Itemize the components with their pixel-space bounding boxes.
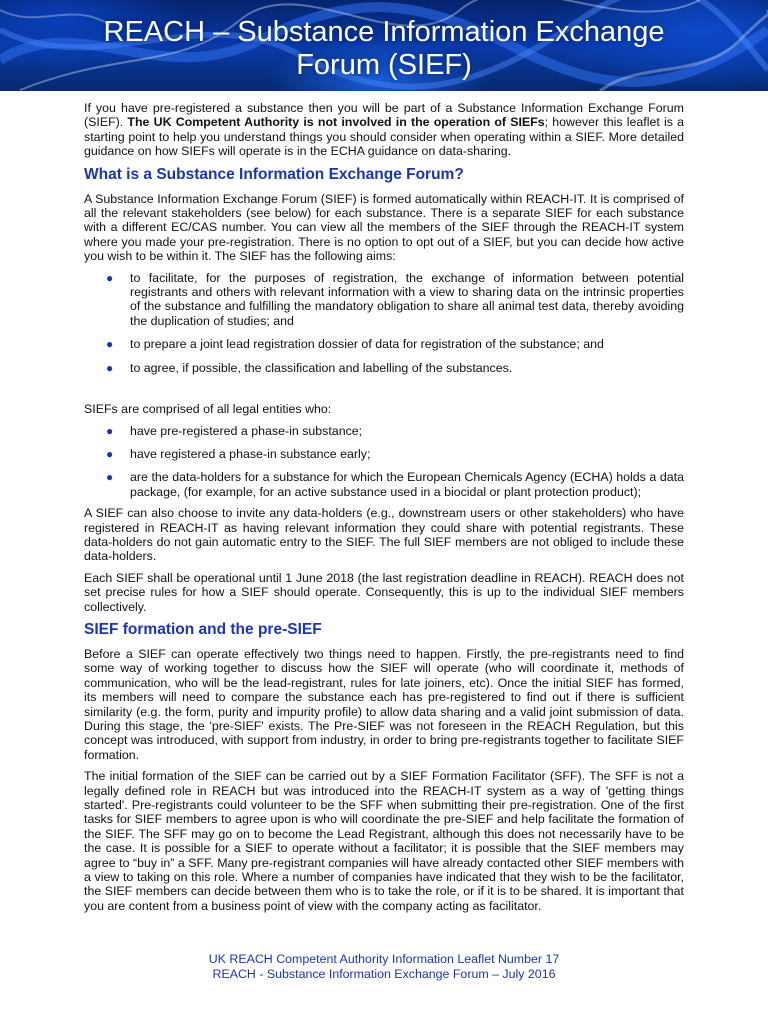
list-item	[84, 271, 684, 329]
footer-line-2: REACH - Substance Information Exchange Forum – July 2016	[212, 967, 556, 981]
intro-bold-text: The UK Competent Authority is not involved in the operation of SIEFs	[127, 115, 545, 130]
title-line-1: REACH – Substance Information Exchange	[103, 16, 665, 48]
sief-members-list	[84, 424, 684, 500]
list-item	[84, 447, 684, 461]
list-item-text: are the data-holders for a substance for which the European Chemicals Agency (ECHA) holds a data package, (for example, for an active substance used in a biocidal or plant protection product);	[130, 470, 684, 499]
intro-text: If you have pre-registered a substance then you will be part of a Substance Information Exchange Forum (SIEF).	[84, 101, 684, 130]
title-line-2: Forum (SIEF)	[296, 49, 472, 81]
bullet-icon: ●	[106, 446, 114, 461]
sief-aims-list	[84, 271, 684, 375]
intro-paragraph	[84, 101, 684, 159]
operational-paragraph: Each SIEF shall be operational until 1 June 2018 (the last registration deadline in REACH). REACH does not set precise rules for how a SIEF should operate. Consequently, this is up to the individual SIEF members collectively.	[84, 570, 684, 614]
bullet-icon: ●	[106, 360, 114, 375]
data-holders-paragraph: A SIEF can also choose to invite any data-holders (e.g., downstream users or other stakeholders) who have registered in REACH-IT as having relevant information they could share with potential registrants. These data-holders do not gain automatic entry to the SIEF. The full SIEF members are not obliged to include these data-holders.	[84, 506, 684, 564]
bullet-icon: ●	[106, 423, 114, 438]
list-item-text: have pre-registered a phase-in substance;	[130, 423, 363, 438]
footer-line-1: UK REACH Competent Authority Information Leaflet Number 17	[208, 952, 560, 966]
sief-description-paragraph: A Substance Information Exchange Forum (SIEF) is formed automatically within REACH-IT. It is comprised of all the relevant stakeholders (see below) for each substance. There is a separate SIEF for each substance with a different EC/CAS number. You can view all the members of the SIEF through the REACH-IT system where you made your pre-registration. There is no option to opt out of a SIEF, but you can decide how active you wish to be within it. The SIEF has the following aims:	[84, 191, 684, 264]
bullet-icon: ●	[106, 470, 114, 485]
formation-paragraph-2: The initial formation of the SIEF can be carried out by a SIEF Formation Facilitator (SFF). The SFF is not a legally defined role in REACH but was introduced into the REACH-IT system as a way of 'getting things started'. Pre-registrants could volunteer to be the SFF when submitting their pre-registration. One of the first tasks for SIEF members to agree upon is who will coordinate the pre-SIEF and help facilitate the formation of the SIEF. The SFF may go on to become the Lead Registrant, although this does not necessarily have to be the case. It is possible for a SIEF to operate without a facilitator; it is possible that the SIEF members may agree to “buy in” a SFF. Many pre-registrant companies will have already contacted other SIEF members with a view to taking on this role. Where a number of companies have indicated that they wish to be the facilitator, the SIEF members can decide between them who is to take the role, or if it is to be shared. It is important that you are content from a business point of view with the company acting as facilitator.	[84, 769, 684, 913]
spacer	[84, 384, 684, 402]
page-title	[0, 16, 768, 82]
list-item-text: to prepare a joint lead registration dossier of data for registration of the substance; and	[130, 337, 604, 352]
list-item	[84, 337, 684, 351]
bullet-icon: ●	[106, 337, 114, 352]
bullet-icon: ●	[106, 270, 114, 285]
list-item	[84, 470, 684, 499]
list-item-text: to facilitate, for the purposes of registration, the exchange of information between potential registrants and others with relevant information with a view to sharing data on the intrinsic properties of the substance and fulfilling the mandatory obligation to share all animal test data, thereby avoiding the duplication of studies; and	[130, 270, 684, 328]
document-body	[84, 101, 684, 920]
header-banner	[0, 0, 768, 91]
section-heading-what-is-sief: What is a Substance Information Exchange Forum?	[84, 165, 464, 183]
section-heading-sief-formation: SIEF formation and the pre-SIEF	[84, 620, 322, 638]
page-footer	[0, 952, 768, 982]
list-item-text: have registered a phase-in substance early;	[130, 446, 371, 461]
formation-paragraph-1: Before a SIEF can operate effectively two things need to happen. Firstly, the pre-registrants need to find some way of working together to discuss how the SIEF will operate (who will coordinate it, methods of communication, who will be the lead-registrant, rules for late joiners, etc). Once the initial SIEF has formed, its members will need to compare the substance each has pre-registered to find out if there is sufficient similarity (e.g. the form, purity and impurity profile) to allow data sharing and a valid joint submission of data. During this stage, the 'pre-SIEF' exists. The Pre-SIEF was not foreseen in the REACH Regulation, but this concept was introduced, with support from industry, in order to bring pre-registrants together to facilitate SIEF formation.	[84, 646, 684, 762]
list-item	[84, 361, 684, 375]
list-item	[84, 424, 684, 438]
list-item-text: to agree, if possible, the classification and labelling of the substances.	[130, 360, 513, 375]
intro-text-continued: ; however this leaflet is a starting point to help you understand things you should consider when operating within a SIEF. More detailed guidance on how SIEFs will operate is in the ECHA guidance on data-sharing.	[84, 115, 684, 159]
members-intro-paragraph: SIEFs are comprised of all legal entities who:	[84, 402, 332, 417]
